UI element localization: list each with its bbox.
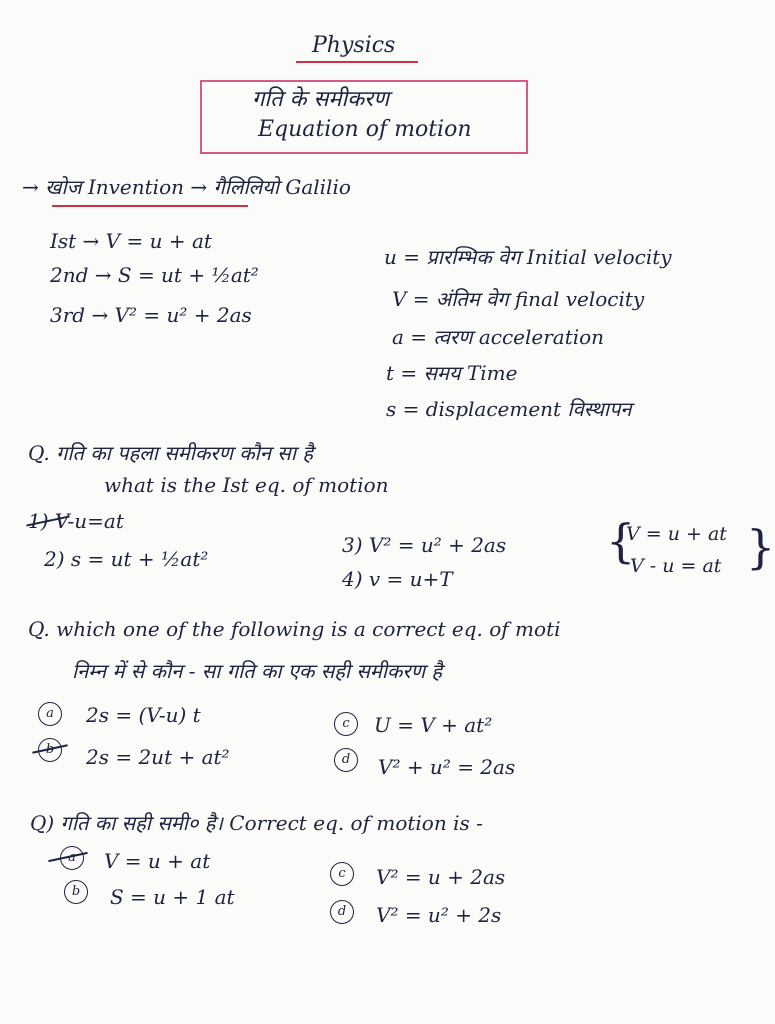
q3-option-d: V² = u² + 2s xyxy=(376,903,502,927)
q2-a-label: a xyxy=(38,702,62,726)
q1-option-2: 2) s = ut + ½at² xyxy=(44,547,209,571)
invention-line: → खोज Invention → गैलिलियो Galilio xyxy=(22,175,351,199)
q3-c-label: c xyxy=(330,862,354,886)
definition-a: a = त्वरण acceleration xyxy=(392,325,605,349)
page-title: Physics xyxy=(312,33,396,58)
q2-option-d: V² + u² = 2as xyxy=(378,755,516,779)
q1-right-brace: } xyxy=(746,520,775,574)
title-underline xyxy=(296,61,418,63)
second-equation: 2nd → S = ut + ½at² xyxy=(50,263,259,287)
q2-option-c: U = V + at² xyxy=(374,713,493,737)
q3-option-a: V = u + at xyxy=(104,849,211,873)
invention-underline xyxy=(52,205,248,207)
definition-t: t = समय Time xyxy=(386,361,518,385)
definition-s: s = displacement विस्थापन xyxy=(386,397,632,421)
hindi-title: गति के समीकरण xyxy=(252,87,390,112)
third-equation: 3rd → V² = u² + 2as xyxy=(50,303,252,327)
q1-left-brace: { xyxy=(606,514,636,568)
q3-a-label: a xyxy=(60,846,84,870)
q2-d-label: d xyxy=(334,748,358,772)
definition-u: u = प्रारम्भिक वेग Initial velocity xyxy=(384,245,672,269)
q2-english: Q. which one of the following is a correct eq. of moti xyxy=(28,617,561,641)
first-equation: Ist → V = u + at xyxy=(50,229,212,253)
q1-option-1: 1) V-u=at xyxy=(28,509,124,533)
q3-b-label: b xyxy=(64,880,88,904)
q3-text: Q) गति का सही समी० है। Correct eq. of motion is - xyxy=(30,811,483,835)
q1-brace-line-1: V = u + at xyxy=(626,523,727,545)
q2-c-label: c xyxy=(334,712,358,736)
english-title: Equation of motion xyxy=(258,117,472,142)
q2-option-a: 2s = (V-u) t xyxy=(86,703,201,727)
q2-option-b: 2s = 2ut + at² xyxy=(86,745,230,769)
definition-v: V = अंतिम वेग final velocity xyxy=(392,287,645,311)
q1-english: what is the Ist eq. of motion xyxy=(104,473,389,497)
q3-d-label: d xyxy=(330,900,354,924)
q1-option-3: 3) V² = u² + 2as xyxy=(342,533,507,557)
q1-brace-line-2: V - u = at xyxy=(630,555,722,577)
q1-option-4: 4) v = u+T xyxy=(342,567,453,591)
q1-hindi: Q. गति का पहला समीकरण कौन सा है xyxy=(28,441,313,465)
q3-option-c: V² = u + 2as xyxy=(376,865,506,889)
q3-option-b: S = u + 1 at xyxy=(110,885,235,909)
q2-b-label: b xyxy=(38,738,62,762)
q2-hindi: निम्न में से कौन - सा गति का एक सही समीकरण है xyxy=(72,659,443,683)
